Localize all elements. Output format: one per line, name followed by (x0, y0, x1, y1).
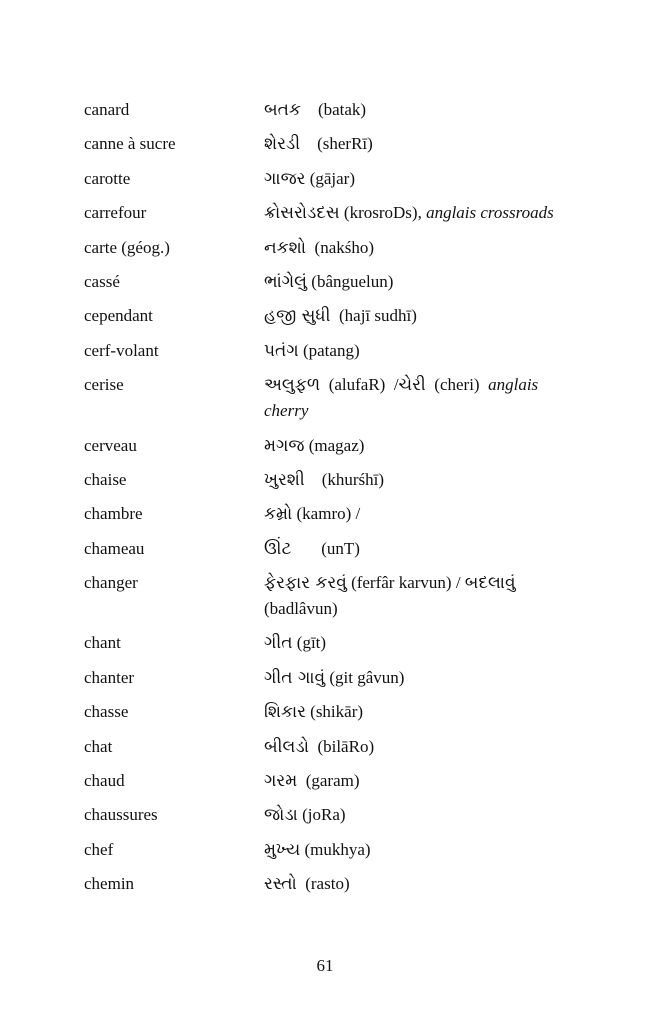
gujarati-translation (264, 200, 584, 226)
french-word: cerf-volant (84, 340, 159, 360)
gujarati-translation (264, 536, 584, 562)
entry-row (84, 338, 584, 364)
gujarati-script: ગાજર (264, 168, 306, 189)
transliteration: (bânguelun) (307, 271, 394, 291)
french-word: chameau (84, 538, 145, 558)
english-note: anglais crossroads (426, 203, 554, 223)
french-word: chambre (84, 504, 143, 524)
transliteration: (unT) (291, 538, 360, 558)
gujarati-script: મુખ્ય (264, 839, 301, 860)
gujarati-script: કમ્રો (264, 504, 293, 525)
gujarati-script: ક્રોસરોડદસ (264, 203, 340, 224)
gujarati-script: ગરમ (264, 771, 298, 792)
entry-row (84, 501, 584, 527)
gujarati-translation (264, 837, 584, 863)
french-word: cassé (84, 271, 120, 291)
entry-row (84, 536, 584, 562)
gujarati-translation (264, 802, 584, 828)
page-number: 61 (316, 956, 334, 975)
french-word: cependant (84, 306, 153, 326)
gujarati-translation (264, 699, 584, 725)
gujarati-script: હજી સુધી (264, 306, 331, 327)
entry-row (84, 802, 584, 828)
entry-row (84, 200, 584, 226)
gujarati-translation (264, 97, 584, 123)
entry-row (84, 467, 584, 493)
entry-row (84, 570, 584, 622)
transliteration: (kamro) / (292, 504, 361, 524)
gujarati-script: ગીત (264, 633, 293, 654)
gujarati-script: જોડા (264, 805, 298, 826)
french-word: chaussures (84, 805, 158, 825)
gujarati-translation (264, 338, 584, 364)
french-word: canard (84, 100, 130, 119)
gujarati-script: બીલડો (264, 736, 309, 757)
gujarati-translation (264, 131, 584, 157)
entry-row (84, 630, 584, 656)
transliteration: (krosroDs), (339, 203, 427, 223)
french-word: changer (84, 573, 138, 593)
gujarati-translation (264, 467, 584, 493)
transliteration: (shikār) (305, 702, 364, 722)
english-note: anglais cherry (264, 375, 539, 421)
french-word: cerveau (84, 435, 137, 455)
transliteration: (patang) (298, 340, 360, 360)
gujarati-script: શેરડી (264, 134, 301, 155)
gujarati-translation (264, 303, 584, 329)
gujarati-translation (264, 235, 584, 261)
entry-row (84, 665, 584, 691)
gujarati-translation (264, 269, 584, 295)
french-word: chat (84, 736, 113, 756)
entry-row (84, 871, 584, 897)
french-word: chef (84, 839, 114, 859)
gujarati-script: નકશો (264, 237, 307, 258)
transliteration: (joRa) (297, 805, 346, 825)
transliteration: (rasto) (296, 874, 350, 894)
gujarati-script: શિકાર (264, 702, 306, 723)
transliteration: (garam) (297, 771, 360, 791)
french-word: chasse (84, 702, 129, 722)
gujarati-translation (264, 501, 584, 527)
french-word: cerise (84, 375, 124, 395)
gujarati-script: ખુરશી (264, 469, 305, 490)
entry-row (84, 131, 584, 157)
gujarati-translation (264, 871, 584, 897)
entry-row (84, 699, 584, 725)
transliteration: (batak) (300, 100, 367, 119)
transliteration: (sherRī) (300, 134, 373, 154)
transliteration: (nakśho) (306, 237, 375, 257)
gujarati-translation (264, 372, 584, 424)
gujarati-translation (264, 433, 584, 459)
gujarati-translation (264, 630, 584, 656)
french-word: chaise (84, 469, 127, 489)
french-word: carotte (84, 168, 131, 188)
gujarati-translation (264, 166, 584, 192)
french-word: chant (84, 633, 121, 653)
transliteration: (gājar) (305, 168, 356, 188)
french-word: canne à sucre (84, 134, 176, 154)
entry-row (84, 734, 584, 760)
entry-row (84, 97, 584, 123)
entry-row (84, 303, 584, 329)
entry-row (84, 768, 584, 794)
transliteration: (bilāRo) (308, 736, 375, 756)
gujarati-script: ગીત ગાવું (264, 667, 326, 688)
french-word: carte (géog.) (84, 237, 170, 257)
transliteration: (alufaR) /ચેરી (cheri) (320, 375, 489, 395)
gujarati-script: પતંગ (264, 340, 299, 361)
french-word: chaud (84, 771, 125, 791)
transliteration: (git gâvun) (325, 667, 405, 687)
transliteration: (magaz) (304, 435, 365, 455)
gujarati-translation (264, 768, 584, 794)
french-word: carrefour (84, 203, 147, 223)
gujarati-script: રસ્તો (264, 874, 297, 895)
entry-row (84, 235, 584, 261)
transliteration: (ferfâr karvun) / બદલાવું (badlâvun) (264, 573, 520, 619)
gujarati-script: ફેરફાર કરવું (264, 573, 347, 594)
gujarati-script: બતક (264, 100, 301, 120)
transliteration: (gīt) (292, 633, 327, 653)
gujarati-translation (264, 734, 584, 760)
french-word: chanter (84, 667, 135, 687)
entry-row (84, 433, 584, 459)
gujarati-script: ઊંટ (264, 538, 292, 559)
gujarati-script: અલુફળ (264, 375, 321, 396)
transliteration: (mukhya) (300, 839, 371, 859)
transliteration: (hajī sudhī) (330, 306, 417, 326)
entry-row (84, 837, 584, 863)
gujarati-translation (264, 570, 584, 622)
gujarati-translation (264, 665, 584, 691)
transliteration: (khurśhī) (304, 469, 385, 489)
french-word: chemin (84, 874, 135, 894)
entry-row (84, 372, 584, 424)
entry-row (84, 269, 584, 295)
entry-row (84, 166, 584, 192)
gujarati-script: ભાંગેલું (264, 271, 308, 292)
dictionary-entries (84, 97, 584, 906)
gujarati-script: મગજ (264, 435, 305, 456)
